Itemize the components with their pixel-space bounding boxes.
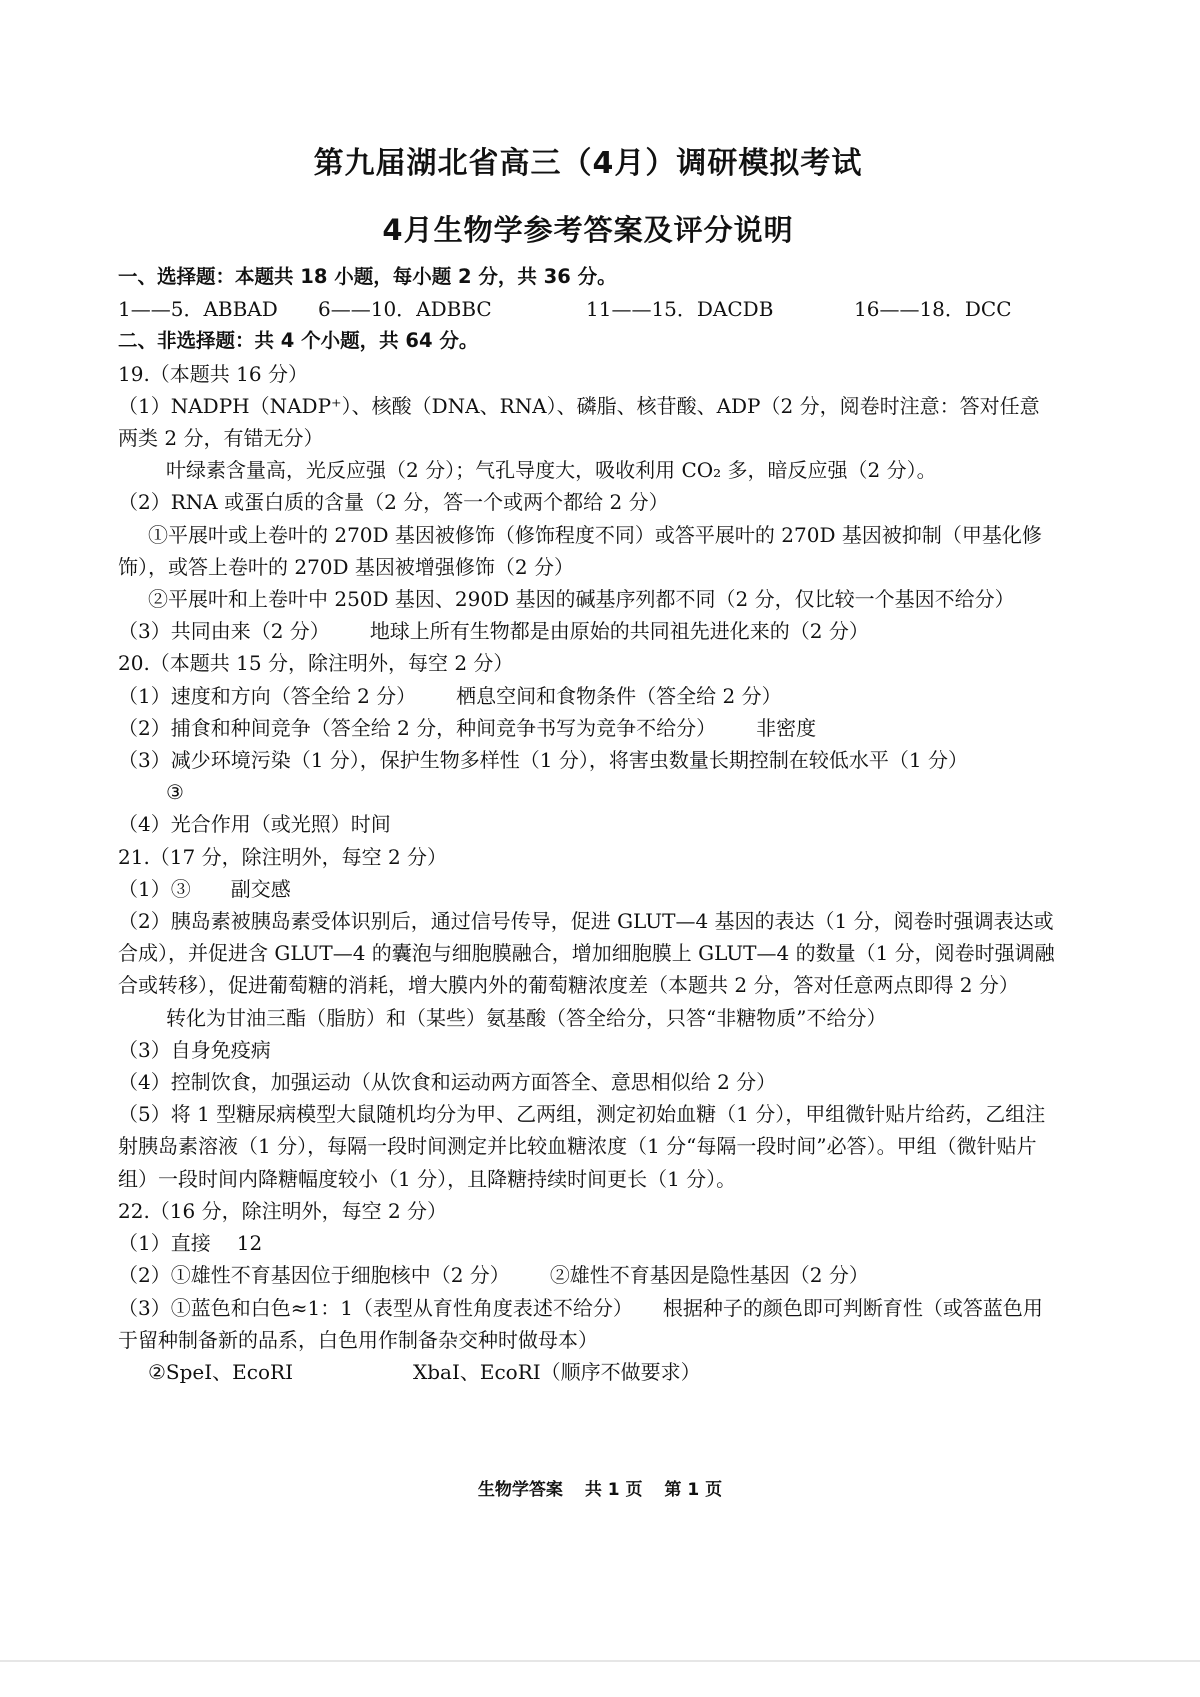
q21-answer-1b: 副交感 — [230, 876, 291, 901]
q20-answer-3b: ③ — [166, 780, 184, 805]
choice-answer-2: 6——10．ADBBC — [318, 297, 492, 322]
bottom-divider — [0, 1660, 1200, 1662]
q19-answer-2b: ②平展叶和上卷叶中 250D 基因、290D 基因的碱基序列都不同（2 分，仅比较一个基因不给分） — [148, 587, 1015, 612]
q19-header: 19.（本题共 16 分） — [118, 361, 308, 386]
q22-answer-2b: ②雄性不育基因是隐性基因（2 分） — [549, 1263, 869, 1288]
q22-header: 22.（16 分，除注明外，每空 2 分） — [118, 1198, 448, 1223]
choice-answer-1: 1——5．ABBAD — [118, 297, 278, 322]
q21-answer-1a: （1）③ — [118, 876, 191, 901]
q20-answer-3: （3）减少环境污染（1 分），保护生物多样性（1 分），将害虫数量长期控制在较低水平（1 分） — [118, 748, 968, 773]
q19-answer-2: （2）RNA 或蛋白质的含量（2 分，答一个或两个都给 2 分） — [118, 490, 669, 515]
footer-doc-name: 生物学答案 — [477, 1480, 563, 1500]
q20-header: 20.（本题共 15 分，除注明外，每空 2 分） — [118, 651, 514, 676]
q20-answer-2b: 非密度 — [756, 715, 817, 740]
q21-answer-4: （4）控制饮食，加强运动（从饮食和运动两方面答全、意思相似给 2 分） — [118, 1070, 777, 1095]
q21-answer-3: （3）自身免疫病 — [118, 1037, 271, 1062]
q20-answer-4: （4）光合作用（或光照）时间 — [118, 812, 391, 837]
q22-answer-1b: 12 — [236, 1231, 263, 1256]
page-title: 第九届湖北省高三（4月）调研模拟考试 — [313, 146, 863, 181]
q22-answer-3b-enzymes2: XbaⅠ、EcoRⅠ（顺序不做要求） — [412, 1359, 701, 1384]
q21-answer-5: （5）将 1 型糖尿病模型大鼠随机均分为甲、乙两组，测定初始血糖（1 分），甲组微针贴片给药，乙组注射胰岛素溶液（1 分），每隔一段时间测定并比较血糖浓度（1 分“每隔一段时间”必答）。甲组（微针贴片组）一段时间内降糖幅度较小（1 分），且降糖持续时间更长（1 分）。 — [118, 1102, 1046, 1191]
q20-answer-1a: （1）速度和方向（答全给 2 分） — [118, 683, 417, 708]
q22-answer-1a: （1）直接 — [118, 1231, 211, 1256]
q22-answer-3b-enzymes1: ②SpeⅠ、EcoRⅠ — [148, 1359, 293, 1384]
q20-answer-1b: 栖息空间和食物条件（答全给 2 分） — [456, 683, 782, 708]
footer-page-number: 第 1 页 — [664, 1480, 723, 1500]
q20-answer-2 — [118, 712, 1058, 744]
footer-total-pages: 共 1 页 — [584, 1480, 643, 1500]
q21-header: 21.（17 分，除注明外，每空 2 分） — [118, 844, 448, 869]
q22-answer-3: （3）①蓝色和白色≈1：1（表型从育性角度表述不给分） 根据种子的颜色即可判断育性（或答蓝色用于留种制备新的品系，白色用作制备杂交种时做母本） — [118, 1295, 1043, 1352]
q19-answer-1: （1）NADPH（NADP⁺）、核酸（DNA、RNA）、磷脂、核苷酸、ADP（2 分，阅卷时注意：答对任意两类 2 分，有错无分） — [118, 393, 1040, 451]
q22-answer-2a: （2）①雄性不育基因位于细胞核中（2 分） — [118, 1263, 510, 1288]
q21-answer-2b: 转化为甘油三酯（脂肪）和（某些）氨基酸（答全给分，只答“非糖物质”不给分） — [166, 1005, 887, 1030]
q19-answer-2a: ①平展叶或上卷叶的 270D 基因被修饰（修饰程度不同）或答平展叶的 270D 基因被抑制（甲基化修饰），或答上卷叶的 270D 基因被增强修饰（2 分） — [118, 522, 1042, 579]
choice-answer-4: 16——18．DCC — [854, 297, 1012, 322]
q22-answer-3b — [118, 1356, 1058, 1388]
part1-heading: 一、选择题：本题共 18 小题，每小题 2 分，共 36 分。 — [118, 265, 617, 288]
q19-answer-1b: 叶绿素含量高，光反应强（2 分）；气孔导度大，吸收利用 CO₂ 多，暗反应强（2 分）。 — [166, 458, 937, 483]
q19-answer-3a: （3）共同由来（2 分） — [118, 619, 330, 644]
page-footer — [0, 1475, 1200, 1500]
answer-sheet — [118, 138, 1058, 1388]
q19-answer-3b: 地球上所有生物都是由原始的共同祖先进化来的（2 分） — [369, 619, 869, 644]
choice-answer-3: 11——15．DACDB — [586, 297, 774, 322]
q21-answer-1 — [118, 873, 1058, 905]
page-subtitle: 4月生物学参考答案及评分说明 — [382, 213, 794, 247]
q22-answer-2 — [118, 1259, 1058, 1291]
q21-answer-2: （2）胰岛素被胰岛素受体识别后，通过信号传导，促进 GLUT—4 基因的表达（1 分，阅卷时强调表达或合成），并促进含 GLUT—4 的囊泡与细胞膜融合，增加细胞膜上 GLUT—4 的数量（1 分，阅卷时强调融合或转移），促进葡萄糖的消耗，增大膜内外的葡萄糖浓度差（本题共 2 分，答对任意两点即得 2 分） — [118, 909, 1055, 998]
q22-answer-1 — [118, 1227, 1058, 1259]
q19-answer-3 — [118, 615, 1058, 647]
q20-answer-2a: （2）捕食和种间竞争（答全给 2 分，种间竞争书写为竞争不给分） — [118, 715, 717, 740]
q20-answer-1 — [118, 680, 1058, 712]
part2-heading: 二、非选择题：共 4 个小题，共 64 分。 — [118, 329, 479, 353]
choice-answers — [118, 293, 1058, 325]
